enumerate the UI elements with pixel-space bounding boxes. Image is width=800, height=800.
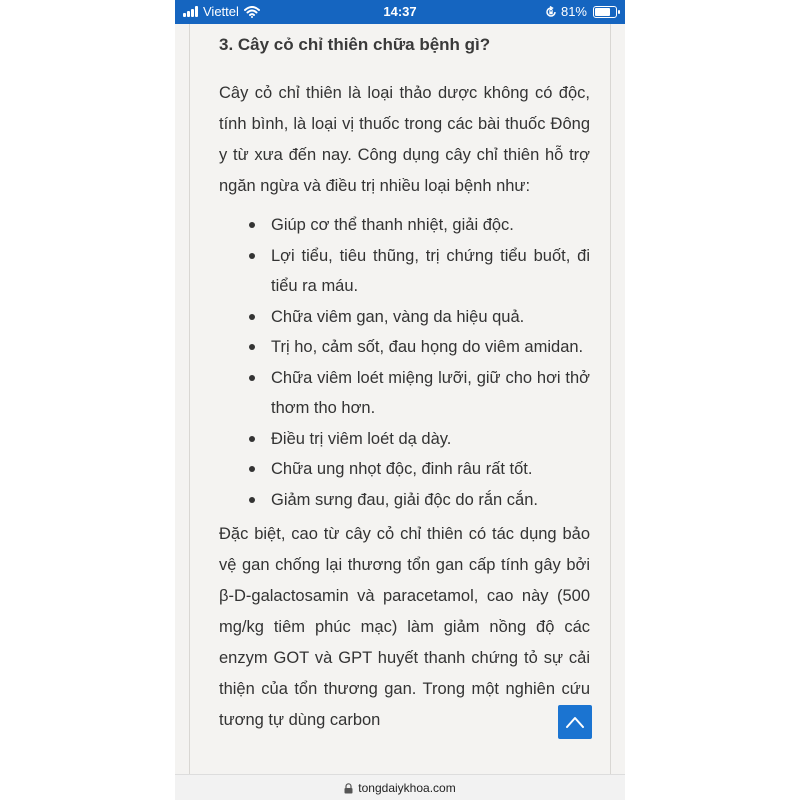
list-item-text: Giảm sưng đau, giải độc do rắn cắn.	[271, 490, 538, 509]
status-time: 14:37	[383, 4, 417, 19]
battery-percent: 81%	[560, 4, 587, 19]
battery-icon	[593, 6, 617, 18]
list-item-text: Lợi tiểu, tiêu thũng, trị chứng tiểu buốt, đi tiểu ra máu.	[271, 246, 590, 295]
uses-list	[219, 210, 590, 515]
detail-paragraph: Đặc biệt, cao từ cây cỏ chỉ thiên có tác dụng bảo vệ gan chống lại thương tổn gan cấp tính gây bởi β-D-galactosamin và paracetamol, cao này (500 mg/kg tiêm phúc mạc) làm giảm nồng độ các enzym GOT và GPT huyết thanh chứng tỏ sự cải thiện của tổn thương gan. Trong một nghiên cứu tương tự dùng carbon	[219, 525, 590, 729]
scroll-to-top-icon	[565, 716, 585, 728]
lock-icon	[344, 783, 353, 794]
orientation-lock-icon	[545, 6, 557, 18]
list-item	[242, 241, 590, 302]
list-item-text: Chữa viêm loét miệng lưỡi, giữ cho hơi thở thơm tho hơn.	[271, 368, 590, 417]
bullet-icon	[249, 253, 255, 259]
article-content	[189, 24, 611, 774]
list-item	[242, 485, 590, 516]
scroll-to-top-button[interactable]	[558, 705, 592, 739]
status-bar	[175, 0, 625, 24]
list-item	[242, 363, 590, 424]
bullet-icon	[249, 497, 255, 503]
list-item	[242, 424, 590, 455]
bullet-icon	[249, 466, 255, 472]
bullet-icon	[249, 222, 255, 228]
bullet-icon	[249, 436, 255, 442]
list-item	[242, 302, 590, 333]
status-bar-right	[545, 4, 617, 19]
bullet-icon	[249, 344, 255, 350]
carrier-name: Viettel	[203, 4, 239, 19]
phone-screen	[175, 0, 625, 800]
list-item	[242, 332, 590, 363]
list-item	[242, 454, 590, 485]
list-item-text: Chữa ung nhọt độc, đinh râu rất tốt.	[271, 460, 533, 478]
bullet-icon	[249, 375, 255, 381]
list-item-text: Điều trị viêm loét dạ dày.	[271, 429, 452, 448]
list-item-text: Chữa viêm gan, vàng da hiệu quả.	[271, 307, 525, 326]
bullet-icon	[249, 314, 255, 320]
intro-paragraph: Cây cỏ chỉ thiên là loại thảo dược không có độc, tính bình, là loại vị thuốc trong các bài thuốc Đông y từ xưa đến nay. Công dụng cây chỉ thiên hỗ trợ ngăn ngừa và điều trị nhiều loại bệnh như:	[219, 84, 590, 195]
url-text: tongdaiykhoa.com	[358, 781, 456, 795]
list-item	[242, 210, 590, 241]
list-item-text: Giúp cơ thể thanh nhiệt, giải độc.	[271, 216, 514, 234]
url-bar[interactable]	[175, 774, 625, 800]
list-item-text: Trị ho, cảm sốt, đau họng do viêm amidan.	[271, 338, 584, 356]
section-heading: 3. Cây cỏ chỉ thiên chữa bệnh gì?	[219, 35, 491, 54]
